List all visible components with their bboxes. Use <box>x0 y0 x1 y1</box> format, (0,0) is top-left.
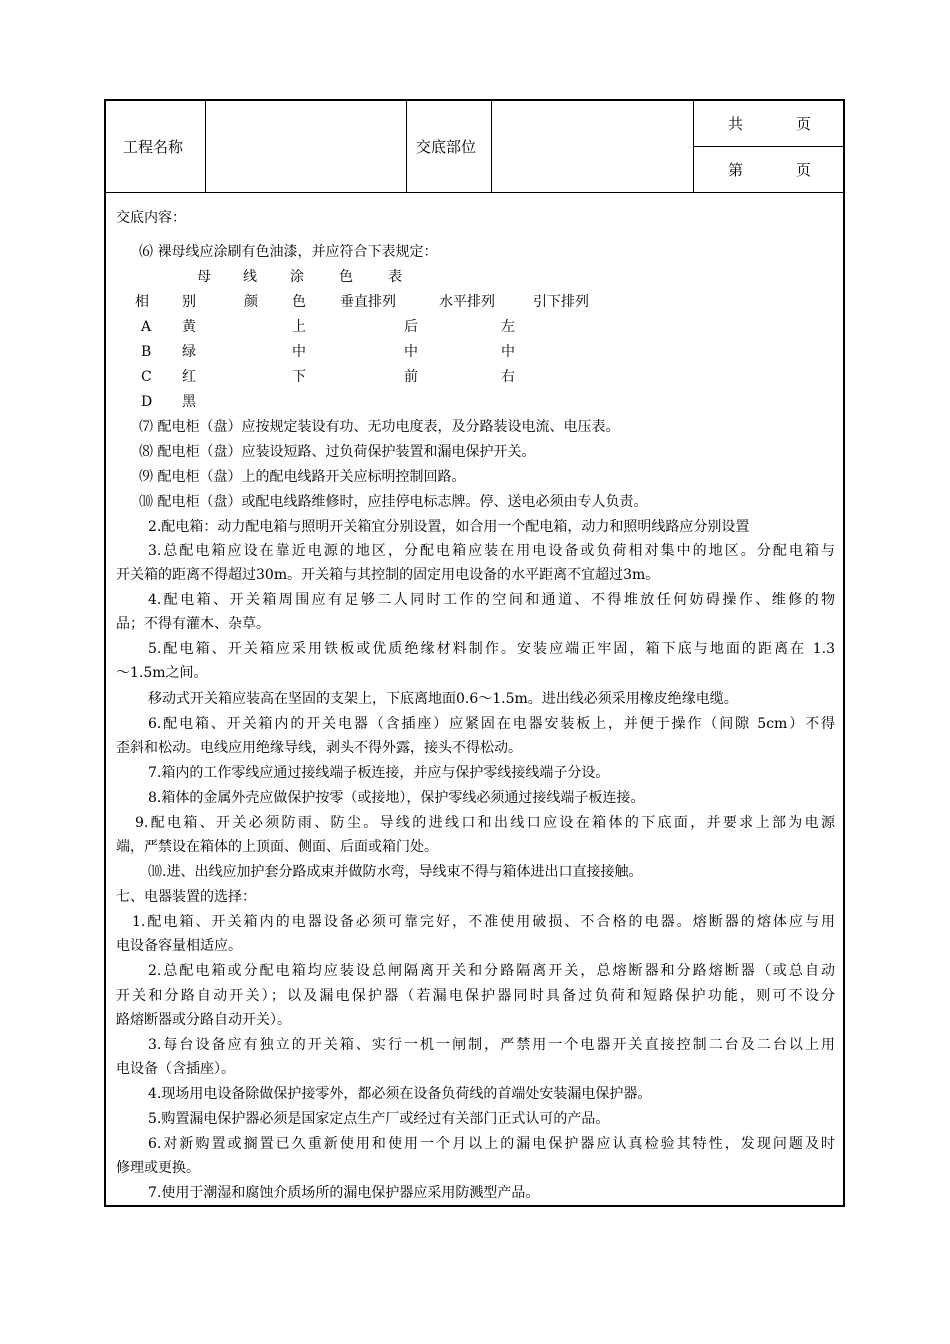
row-down: 中 <box>501 344 515 360</box>
handover-location-value[interactable] <box>492 101 693 192</box>
project-name-label: 工程名称 <box>123 138 184 156</box>
row-color: 黄 <box>182 319 196 335</box>
handover-sheet <box>104 99 845 1207</box>
item-3-line-2: 电设备（含插座）。 <box>116 1061 235 1077</box>
row-vertical: 中 <box>292 344 306 360</box>
item-10: ⑽ 配电柜（盘）或配电线路维修时，应挂停电标志牌。停、送电必须由专人负责。 <box>139 494 648 510</box>
row-phase: D <box>141 394 153 410</box>
paragraph-9-line-2: 端，严禁设在箱体的上顶面、侧面、后面或箱门处。 <box>116 839 438 855</box>
row-down: 左 <box>501 319 515 335</box>
item-2-line-1: 2.总配电箱或分配电箱均应装设总闸隔离开关和分路隔离开关，总熔断器和分路熔断器（或总自动 <box>148 963 835 979</box>
handover-location-label: 交底部位 <box>416 138 477 156</box>
paragraph-6-line-1: 6.配电箱、开关箱内的开关电器（含插座）应紧固在电器安装板上，并便于操作（间隙 5cm）不得 <box>148 716 835 732</box>
paragraph-5-line-2: ～1.5m之间。 <box>116 665 208 681</box>
paragraph-5-line-3: 移动式开关箱应装高在坚固的支架上，下底离地面0.6～1.5m。进出线必须采用橡皮绝缘电缆。 <box>148 691 738 707</box>
header-horizontal: 水平排列 <box>439 294 495 310</box>
divider <box>693 146 843 147</box>
paragraph-9-line-1: 9.配电箱、开关必须防雨、防尘。导线的进线口和出线口应设在箱体的下底面，并要求上部为电源 <box>135 815 835 831</box>
row-horizontal: 中 <box>404 344 418 360</box>
header-vertical: 垂直排列 <box>340 294 396 310</box>
item-5: 5.购置漏电保护器必须是国家定点生产厂或经过有关部门正式认可的产品。 <box>148 1111 610 1127</box>
item-4: 4.现场用电设备除做保护接零外，都必须在设备负荷线的首端处安装漏电保护器。 <box>148 1086 652 1102</box>
item-7: ⑺ 配电柜（盘）应按规定装设有功、无功电度表，及分路装设电流、电压表。 <box>139 419 620 435</box>
paragraph-8: 8.箱体的金属外壳应做保护按零（或接地），保护零线必须通过接线端子板连接。 <box>148 790 645 806</box>
divider <box>406 101 407 192</box>
item-6-line-1: 6.对新购置或搁置已久重新使用和使用一个月以上的漏电保护器应认真检验其特性，发现问题及时 <box>148 1136 835 1152</box>
item-9: ⑼ 配电柜（盘）上的配电线路开关应标明控制回路。 <box>139 469 466 485</box>
row-color: 红 <box>182 369 196 385</box>
header-color-b: 色 <box>292 294 306 310</box>
header-down: 引下排列 <box>533 294 589 310</box>
table-title-char: 涂 <box>290 269 304 285</box>
table-title-char: 色 <box>339 269 353 285</box>
row-phase: B <box>141 344 152 360</box>
content-label: 交底内容： <box>116 210 186 226</box>
row-down: 右 <box>501 369 515 385</box>
item-1-line-2: 电设备容量相适应。 <box>116 938 242 954</box>
row-phase: C <box>141 369 152 385</box>
paragraph-3-line-2: 开关箱的距离不得超过30m。开关箱与其控制的固定用电设备的水平距离不宜超过3m。 <box>116 567 660 583</box>
item-7-final: 7.使用于潮湿和腐蚀介质场所的漏电保护器应采用防溅型产品。 <box>148 1185 540 1201</box>
item-8: ⑻ 配电柜（盘）应装设短路、过负荷保护装置和漏电保护开关。 <box>139 444 536 460</box>
page-number-unit: 页 <box>796 161 812 179</box>
header-table <box>106 101 843 193</box>
paragraph-4-line-2: 品；不得有灌木、杂草。 <box>116 616 270 632</box>
table-title-char: 母 <box>197 269 211 285</box>
header-color-a: 颜 <box>244 294 258 310</box>
item-1-line-1: 1.配电箱、开关箱内的电器设备必须可靠完好，不准使用破损、不合格的电器。熔断器的熔体应与用 <box>132 914 835 930</box>
paragraph-3-line-1: 3.总配电箱应设在靠近电源的地区，分配电箱应装在用电设备或负荷相对集中的地区。分配电箱与 <box>148 543 835 559</box>
row-horizontal: 后 <box>404 319 418 335</box>
paragraph-7: 7.箱内的工作零线应通过接线端子板连接，并应与保护零线接线端子分设。 <box>148 765 610 781</box>
row-vertical: 下 <box>292 369 306 385</box>
table-title-char: 线 <box>243 269 257 285</box>
item-3-line-1: 3.每台设备应有独立的开关箱、实行一机一闸制，严禁用一个电器开关直接控制二台及二台以上用 <box>148 1037 835 1053</box>
item-2-line-2: 开关和分路自动开关）；以及漏电保护器（若漏电保护器同时具备过负荷和短路保护功能，则可不设分 <box>116 988 835 1004</box>
row-color: 黑 <box>182 394 196 410</box>
total-pages-unit: 页 <box>796 115 812 133</box>
header-phase-a: 相 <box>135 294 149 310</box>
paragraph-4-line-1: 4.配电箱、开关箱周围应有足够二人同时工作的空间和通道、不得堆放任何妨碍操作、维修的物 <box>148 592 835 608</box>
total-label: 共 <box>728 115 744 133</box>
item-6: ⑹ 裸母线应涂刷有色油漆，并应符合下表规定： <box>139 244 438 260</box>
page-label: 第 <box>728 161 744 179</box>
row-color: 绿 <box>182 344 196 360</box>
paragraph-2: 2.配电箱：动力配电箱与照明开关箱宜分别设置，如合用一个配电箱，动力和照明线路应分别设置 <box>148 519 750 535</box>
section-7-heading: 七、电器装置的选择： <box>116 889 256 905</box>
row-phase: A <box>141 319 152 335</box>
item-6-line-2: 修理或更换。 <box>116 1160 200 1176</box>
item-2-line-3: 路熔断器或分路自动开关）。 <box>116 1012 291 1028</box>
paragraph-6-line-2: 歪斜和松动。电线应用绝缘导线，剥头不得外露，接头不得松动。 <box>116 740 522 756</box>
project-name-value[interactable] <box>206 101 406 192</box>
row-horizontal: 前 <box>404 369 418 385</box>
header-phase-b: 别 <box>182 294 196 310</box>
row-vertical: 上 <box>292 319 306 335</box>
table-title-char: 表 <box>388 269 402 285</box>
paragraph-5-line-1: 5.配电箱、开关箱应采用铁板或优质绝缘材料制作。安装应端正牢固，箱下底与地面的距离在 1.3 <box>148 641 835 657</box>
paragraph-10: ⑽.进、出线应加护套分路成束并做防水弯，导线束不得与箱体进出口直接接触。 <box>148 864 643 880</box>
